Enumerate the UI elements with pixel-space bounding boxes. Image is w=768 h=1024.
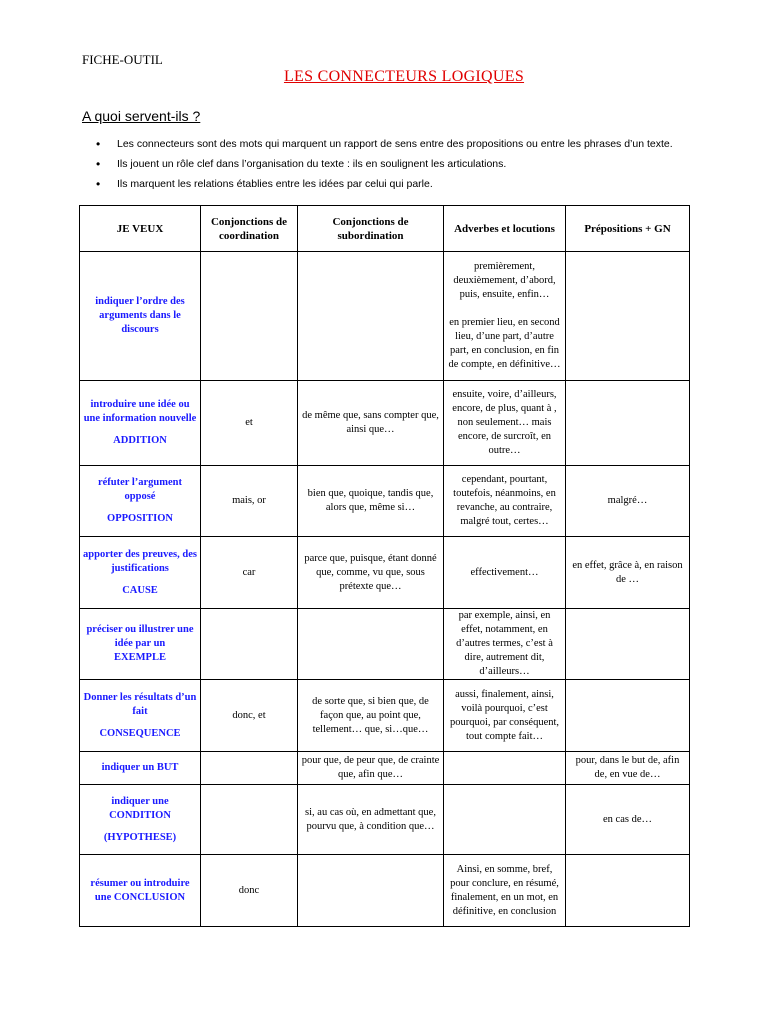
table-row bbox=[80, 855, 690, 927]
header-want: JE VEUX bbox=[80, 206, 201, 252]
cell-prepositions bbox=[566, 252, 690, 381]
cell-want bbox=[80, 381, 201, 466]
table-row bbox=[80, 466, 690, 537]
cell-want bbox=[80, 609, 201, 680]
table-row bbox=[80, 537, 690, 609]
table-row bbox=[80, 785, 690, 855]
cell-subordination bbox=[298, 855, 444, 927]
page-title: LES CONNECTEURS LOGIQUES bbox=[283, 68, 525, 85]
want-text: introduire une idée ou une information nouvelle bbox=[83, 399, 197, 424]
table-row bbox=[80, 252, 690, 381]
want-text: réfuter l’argument opposé bbox=[97, 477, 183, 502]
cell-prepositions bbox=[566, 680, 690, 752]
category-label: EXEMPLE bbox=[114, 652, 166, 663]
category-label: (HYPOTHESE) bbox=[103, 831, 177, 843]
cell-subordination: parce que, puisque, étant donné que, comme, vu que, sous prétexte que… bbox=[298, 537, 444, 609]
cell-coordination bbox=[201, 752, 298, 785]
cell-coordination: car bbox=[201, 537, 298, 609]
cell-adverbs: par exemple, ainsi, en effet, notamment, en d’autres termes, c’est à dire, autrement dit, d’ailleurs… bbox=[444, 609, 566, 680]
cell-adverbs: effectivement… bbox=[444, 537, 566, 609]
cell-adverbs bbox=[444, 785, 566, 855]
table-row bbox=[80, 381, 690, 466]
want-text: indiquer un BUT bbox=[101, 762, 179, 773]
table-row bbox=[80, 680, 690, 752]
want-text: résumer ou introduire une CONCLUSION bbox=[90, 877, 190, 903]
adverbs-text: premièrement, deuxièmement, d’abord, puis, ensuite, enfin… bbox=[453, 261, 556, 300]
header-coordination: Conjonctions de coordination bbox=[201, 206, 298, 252]
cell-adverbs bbox=[444, 252, 566, 381]
cell-want bbox=[80, 537, 201, 609]
cell-want bbox=[80, 252, 201, 381]
bullet-item: • Ils marquent les relations établies entre les idées par celui qui parle. bbox=[96, 177, 673, 197]
cell-want bbox=[80, 680, 201, 752]
cell-coordination bbox=[201, 785, 298, 855]
category-label: ADDITION bbox=[113, 435, 167, 446]
cell-coordination: donc bbox=[201, 855, 298, 927]
cell-adverbs: cependant, pourtant, toutefois, néanmoins, en revanche, au contraire, malgré tout, certes… bbox=[444, 466, 566, 537]
cell-want bbox=[80, 752, 201, 785]
category-label: CAUSE bbox=[122, 584, 158, 596]
connectors-table bbox=[79, 205, 690, 927]
want-text: indiquer une CONDITION bbox=[109, 795, 171, 821]
want-text: apporter des preuves, des justifications bbox=[83, 548, 197, 574]
section-heading: A quoi servent-ils ? bbox=[82, 108, 201, 124]
cell-prepositions: en effet, grâce à, en raison de … bbox=[566, 537, 690, 609]
cell-subordination bbox=[298, 609, 444, 680]
cell-subordination: de même que, sans compter que, ainsi que… bbox=[298, 381, 444, 466]
cell-subordination: de sorte que, si bien que, de façon que, au point que, tellement… que, si…que… bbox=[298, 680, 444, 752]
document-label: FICHE-OUTIL bbox=[82, 52, 163, 67]
cell-prepositions bbox=[566, 855, 690, 927]
cell-adverbs: aussi, finalement, ainsi, voilà pourquoi, c’est pourquoi, par conséquent, tout compte fait… bbox=[444, 680, 566, 752]
cell-coordination bbox=[201, 252, 298, 381]
cell-prepositions: pour, dans le but de, afin de, en vue de… bbox=[566, 752, 690, 785]
header-prepositions: Prépositions + GN bbox=[566, 206, 690, 252]
cell-adverbs bbox=[444, 752, 566, 785]
cell-subordination: si, au cas où, en admettant que, pourvu que, à condition que… bbox=[298, 785, 444, 855]
cell-want bbox=[80, 785, 201, 855]
category-label: OPPOSITION bbox=[107, 513, 173, 524]
want-text: indiquer l’ordre des arguments dans le discours bbox=[95, 296, 185, 335]
table-header-row bbox=[80, 206, 690, 252]
cell-want bbox=[80, 466, 201, 537]
cell-prepositions bbox=[566, 381, 690, 466]
cell-coordination: mais, or bbox=[201, 466, 298, 537]
cell-adverbs: ensuite, voire, d’ailleurs, encore, de plus, quant à , non seulement… mais encore, de surcroît, en outre… bbox=[444, 381, 566, 466]
bullet-item: • Les connecteurs sont des mots qui marquent un rapport de sens entre des propositions ou entre les phrases d’un texte. bbox=[96, 137, 673, 157]
want-text: préciser ou illustrer une idée par un bbox=[86, 624, 194, 649]
category-label: CONSEQUENCE bbox=[99, 727, 181, 739]
cell-coordination: donc, et bbox=[201, 680, 298, 752]
table-row bbox=[80, 609, 690, 680]
cell-want bbox=[80, 855, 201, 927]
header-subordination: Conjonctions de subordination bbox=[298, 206, 444, 252]
bullet-item: • Ils jouent un rôle clef dans l’organisation du texte : ils en soulignent les articulations. bbox=[96, 157, 673, 177]
cell-prepositions: en cas de… bbox=[566, 785, 690, 855]
cell-prepositions: malgré… bbox=[566, 466, 690, 537]
cell-subordination bbox=[298, 252, 444, 381]
cell-subordination: bien que, quoique, tandis que, alors que, même si… bbox=[298, 466, 444, 537]
table-row bbox=[80, 752, 690, 785]
want-text: Donner les résultats d’un fait bbox=[83, 691, 197, 717]
cell-adverbs: Ainsi, en somme, bref, pour conclure, en résumé, finalement, en un mot, en définitive, en conclusion bbox=[444, 855, 566, 927]
cell-coordination: et bbox=[201, 381, 298, 466]
cell-coordination bbox=[201, 609, 298, 680]
adverbs-text: en premier lieu, en second lieu, d’une part, d’autre part, en conclusion, en fin de compte, en définitive… bbox=[448, 317, 561, 370]
intro-bullet-list bbox=[96, 137, 673, 197]
header-adverbs: Adverbes et locutions bbox=[444, 206, 566, 252]
cell-prepositions bbox=[566, 609, 690, 680]
cell-subordination: pour que, de peur que, de crainte que, afin que… bbox=[298, 752, 444, 785]
